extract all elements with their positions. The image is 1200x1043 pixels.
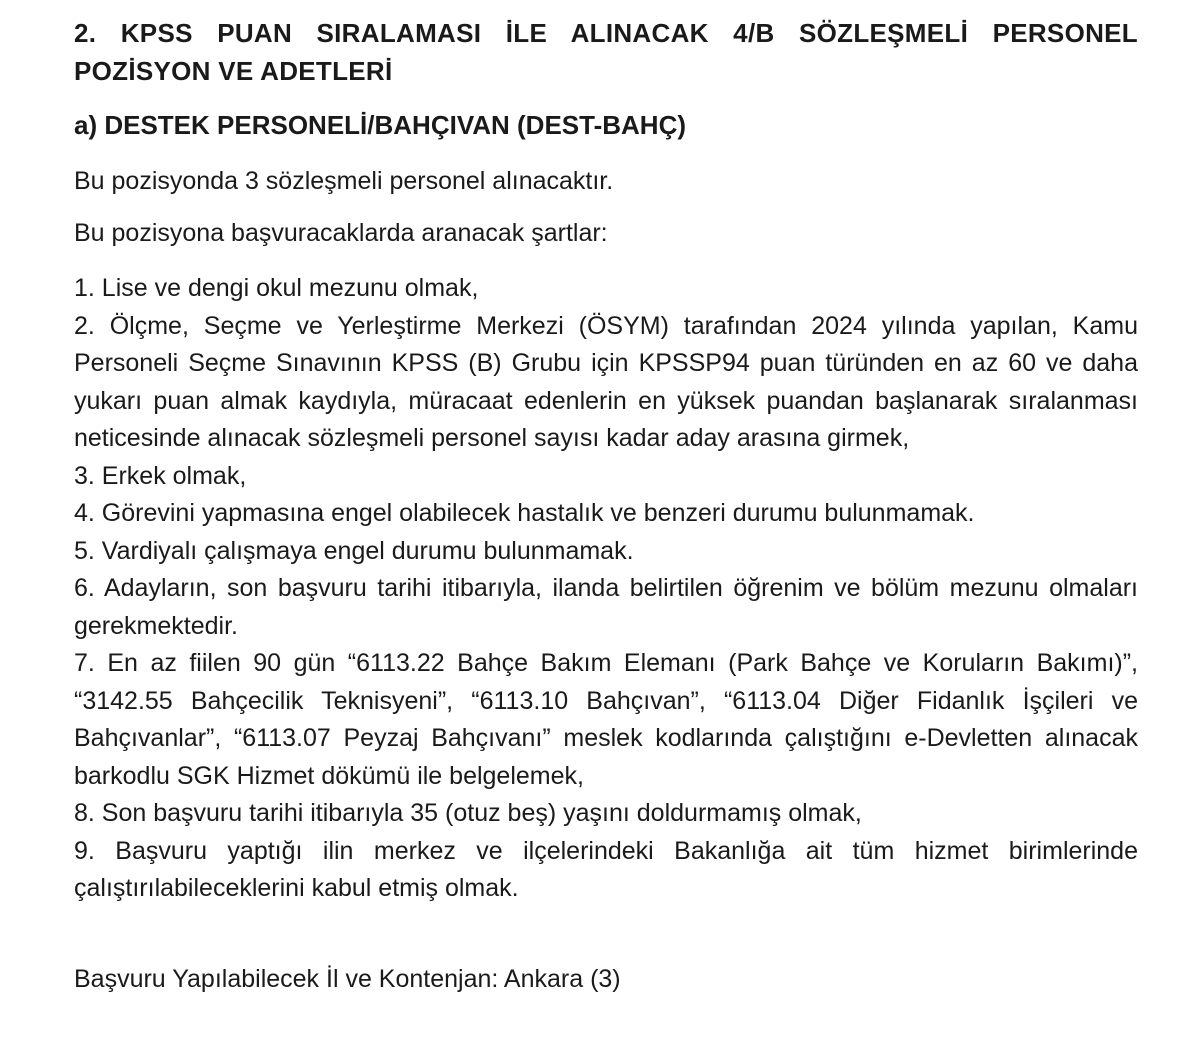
requirement-item: 5. Vardiyalı çalışmaya engel durumu bulunmamak. (74, 536, 634, 565)
requirement-item: 3. Erkek olmak, (74, 461, 247, 490)
requirements-list (74, 270, 1138, 908)
position-count-text: Bu pozisyonda 3 sözleşmeli personel alınacaktır. (74, 167, 614, 195)
requirement-item: 1. Lise ve dengi okul mezunu olmak, (74, 274, 479, 302)
requirement-item: 8. Son başvuru tarihi itibarıyla 35 (otuz beş) yaşını doldurmamış olmak, (74, 799, 862, 827)
requirement-item: 9. Başvuru yaptığı ilin merkez ve ilçelerindeki Bakanlığa ait tüm hizmet birimlerinde çalıştırılabileceklerini kabul etmiş olmak. (74, 836, 1138, 902)
position-subheading: a) DESTEK PERSONELİ/BAHÇIVAN (DEST-BAHÇ) (74, 110, 687, 140)
requirement-item: 7. En az fiilen 90 gün “6113.22 Bahçe Bakım Elemanı (Park Bahçe ve Koruların Bakımı)”, “3142.55 Bahçecilik Teknisyeni”, “6113.10 Bahçıvan”, “6113.04 Diğer Fidanlık İşçileri ve Bahçıvanlar”, “6113.07 Peyzaj Bahçıvanı” meslek kodlarında çalıştığını e-Devletten alınacak barkodlu SGK Hizmet dökümü ile belgelemek, (74, 649, 1138, 790)
requirement-item: 2. Ölçme, Seçme ve Yerleştirme Merkezi (ÖSYM) tarafından 2024 yılında yapılan, Kamu Personeli Seçme Sınavının KPSS (B) Grubu için KPSSP94 puan türünden en az 60 ve daha yukarı puan almak kaydıyla, müracaat edenlerin en yüksek puandan başlanarak sıralanması neticesinde alınacak sözleşmeli personel sayısı kadar aday arasına girmek, (74, 311, 1138, 452)
requirement-item: 6. Adayların, son başvuru tarihi itibarıyla, ilanda belirtilen öğrenim ve bölüm mezunu olmaları gerekmektedir. (74, 574, 1138, 640)
section-heading: 2. KPSS PUAN SIRALAMASI İLE ALINACAK 4/B SÖZLEŞMELİ PERSONEL POZİSYON VE ADETLERİ (74, 18, 1138, 86)
requirement-item: 4. Görevini yapmasına engel olabilecek hastalık ve benzeri durumu bulunmamak. (74, 499, 975, 527)
province-quota-text: Başvuru Yapılabilecek İl ve Kontenjan: Ankara (3) (74, 964, 621, 993)
requirements-intro: Bu pozisyona başvuracaklarda aranacak şartlar: (74, 219, 608, 247)
document-page (74, 14, 1138, 998)
